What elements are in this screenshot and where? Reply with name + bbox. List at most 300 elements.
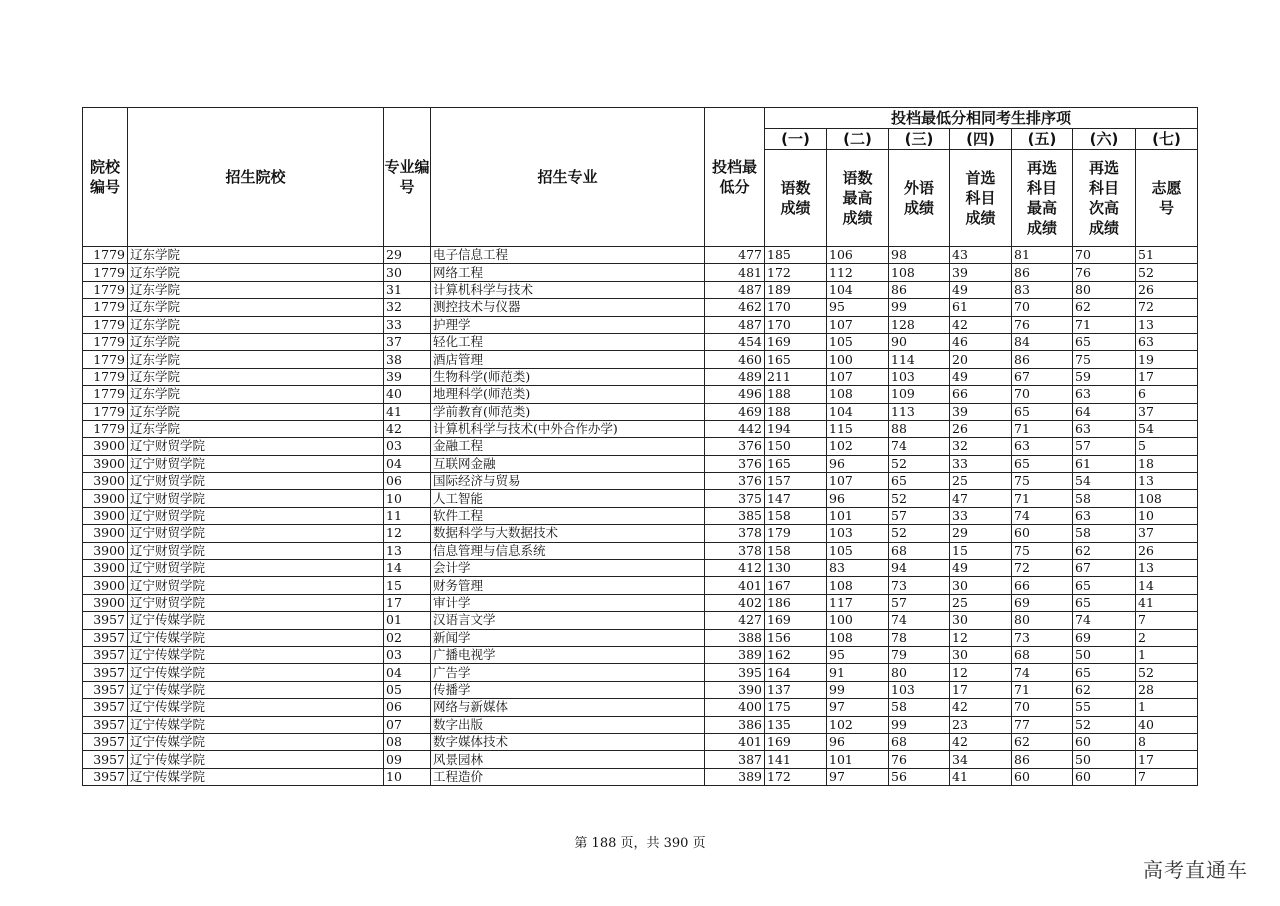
cell-chinese-math-max-score: 108 <box>827 577 889 594</box>
tie-break-index-header: (六) <box>1073 129 1136 150</box>
cell-major-name: 数据科学与大数据技术 <box>431 525 705 542</box>
cell-chinese-math-max-score: 100 <box>827 612 889 629</box>
cell-first-choice-subject-score: 20 <box>950 351 1012 368</box>
cell-major-name: 学前教育(师范类) <box>431 403 705 420</box>
cell-school-name: 辽东学院 <box>128 368 384 385</box>
cell-elective-second-score: 71 <box>1073 316 1136 333</box>
cell-major-code: 39 <box>384 368 431 385</box>
cell-elective-second-score: 55 <box>1073 699 1136 716</box>
cell-foreign-language-score: 99 <box>889 716 950 733</box>
cell-major-name: 金融工程 <box>431 438 705 455</box>
cell-school-name: 辽东学院 <box>128 264 384 281</box>
cell-school-code: 1779 <box>83 386 128 403</box>
cell-elective-max-score: 69 <box>1012 594 1073 611</box>
table-row <box>83 716 1198 733</box>
cell-major-name: 酒店管理 <box>431 351 705 368</box>
cell-elective-second-score: 67 <box>1073 560 1136 577</box>
cell-major-name: 广播电视学 <box>431 646 705 663</box>
cell-chinese-math-score: 147 <box>765 490 827 507</box>
cell-major-code: 09 <box>384 751 431 768</box>
cell-elective-second-score: 59 <box>1073 368 1136 385</box>
table-row <box>83 577 1198 594</box>
cell-school-name: 辽宁财贸学院 <box>128 594 384 611</box>
cell-elective-second-score: 65 <box>1073 664 1136 681</box>
cell-first-choice-subject-score: 42 <box>950 316 1012 333</box>
table-row <box>83 629 1198 646</box>
cell-major-name: 网络与新媒体 <box>431 699 705 716</box>
cell-first-choice-subject-score: 39 <box>950 403 1012 420</box>
cell-foreign-language-score: 52 <box>889 455 950 472</box>
cell-elective-second-score: 62 <box>1073 542 1136 559</box>
cell-elective-second-score: 62 <box>1073 299 1136 316</box>
table-row <box>83 681 1198 698</box>
cell-min-score: 477 <box>705 247 765 264</box>
cell-first-choice-subject-score: 49 <box>950 560 1012 577</box>
cell-major-name: 风景园林 <box>431 751 705 768</box>
cell-chinese-math-max-score: 101 <box>827 751 889 768</box>
cell-school-code: 3900 <box>83 455 128 472</box>
cell-chinese-math-score: 141 <box>765 751 827 768</box>
cell-min-score: 460 <box>705 351 765 368</box>
cell-elective-second-score: 69 <box>1073 629 1136 646</box>
cell-min-score: 401 <box>705 577 765 594</box>
cell-foreign-language-score: 79 <box>889 646 950 663</box>
cell-chinese-math-max-score: 106 <box>827 247 889 264</box>
cell-school-code: 3900 <box>83 542 128 559</box>
cell-chinese-math-max-score: 96 <box>827 490 889 507</box>
cell-elective-max-score: 65 <box>1012 455 1073 472</box>
cell-min-score: 442 <box>705 420 765 437</box>
cell-major-code: 13 <box>384 542 431 559</box>
cell-chinese-math-score: 188 <box>765 386 827 403</box>
cell-school-code: 1779 <box>83 316 128 333</box>
cell-preference-number: 18 <box>1136 455 1198 472</box>
cell-chinese-math-score: 188 <box>765 403 827 420</box>
cell-school-name: 辽宁传媒学院 <box>128 681 384 698</box>
cell-min-score: 376 <box>705 438 765 455</box>
cell-major-code: 03 <box>384 646 431 663</box>
cell-preference-number: 63 <box>1136 333 1198 350</box>
cell-elective-max-score: 71 <box>1012 681 1073 698</box>
cell-school-name: 辽东学院 <box>128 316 384 333</box>
cell-school-name: 辽宁财贸学院 <box>128 542 384 559</box>
cell-min-score: 378 <box>705 525 765 542</box>
table-row <box>83 351 1198 368</box>
cell-elective-second-score: 65 <box>1073 577 1136 594</box>
cell-school-name: 辽宁传媒学院 <box>128 751 384 768</box>
cell-preference-number: 13 <box>1136 316 1198 333</box>
cell-min-score: 375 <box>705 490 765 507</box>
cell-chinese-math-score: 157 <box>765 473 827 490</box>
cell-elective-max-score: 62 <box>1012 733 1073 750</box>
cell-major-code: 04 <box>384 455 431 472</box>
cell-school-code: 3900 <box>83 560 128 577</box>
cell-first-choice-subject-score: 29 <box>950 525 1012 542</box>
cell-min-score: 496 <box>705 386 765 403</box>
cell-school-code: 3957 <box>83 681 128 698</box>
cell-elective-second-score: 57 <box>1073 438 1136 455</box>
cell-elective-max-score: 80 <box>1012 612 1073 629</box>
cell-min-score: 387 <box>705 751 765 768</box>
cell-school-name: 辽宁财贸学院 <box>128 577 384 594</box>
cell-foreign-language-score: 76 <box>889 751 950 768</box>
cell-elective-max-score: 74 <box>1012 507 1073 524</box>
cell-chinese-math-score: 172 <box>765 768 827 785</box>
cell-school-name: 辽宁财贸学院 <box>128 560 384 577</box>
table-row <box>83 368 1198 385</box>
cell-elective-max-score: 86 <box>1012 264 1073 281</box>
cell-elective-max-score: 66 <box>1012 577 1073 594</box>
cell-school-code: 3957 <box>83 612 128 629</box>
cell-preference-number: 10 <box>1136 507 1198 524</box>
cell-preference-number: 7 <box>1136 612 1198 629</box>
cell-first-choice-subject-score: 43 <box>950 247 1012 264</box>
cell-preference-number: 13 <box>1136 473 1198 490</box>
cell-major-name: 计算机科学与技术(中外合作办学) <box>431 420 705 437</box>
cell-elective-max-score: 63 <box>1012 438 1073 455</box>
cell-elective-second-score: 65 <box>1073 594 1136 611</box>
cell-min-score: 402 <box>705 594 765 611</box>
tie-break-item-header: 语数成绩 <box>765 150 827 247</box>
cell-school-name: 辽宁传媒学院 <box>128 646 384 663</box>
cell-foreign-language-score: 99 <box>889 299 950 316</box>
cell-preference-number: 17 <box>1136 751 1198 768</box>
cell-foreign-language-score: 113 <box>889 403 950 420</box>
cell-first-choice-subject-score: 49 <box>950 368 1012 385</box>
cell-chinese-math-max-score: 105 <box>827 542 889 559</box>
cell-chinese-math-score: 194 <box>765 420 827 437</box>
cell-elective-max-score: 70 <box>1012 386 1073 403</box>
cell-first-choice-subject-score: 30 <box>950 612 1012 629</box>
cell-foreign-language-score: 57 <box>889 507 950 524</box>
cell-min-score: 395 <box>705 664 765 681</box>
cell-preference-number: 108 <box>1136 490 1198 507</box>
cell-chinese-math-max-score: 101 <box>827 507 889 524</box>
cell-elective-max-score: 75 <box>1012 542 1073 559</box>
cell-major-code: 08 <box>384 733 431 750</box>
cell-foreign-language-score: 73 <box>889 577 950 594</box>
table-row <box>83 768 1198 785</box>
cell-chinese-math-score: 165 <box>765 351 827 368</box>
cell-first-choice-subject-score: 61 <box>950 299 1012 316</box>
cell-preference-number: 37 <box>1136 525 1198 542</box>
cell-elective-max-score: 73 <box>1012 629 1073 646</box>
cell-school-name: 辽宁传媒学院 <box>128 768 384 785</box>
cell-elective-second-score: 76 <box>1073 264 1136 281</box>
cell-first-choice-subject-score: 25 <box>950 473 1012 490</box>
cell-elective-second-score: 50 <box>1073 646 1136 663</box>
cell-elective-max-score: 84 <box>1012 333 1073 350</box>
cell-school-code: 3957 <box>83 716 128 733</box>
cell-school-code: 3900 <box>83 594 128 611</box>
cell-elective-second-score: 63 <box>1073 420 1136 437</box>
cell-elective-second-score: 52 <box>1073 716 1136 733</box>
cell-foreign-language-score: 57 <box>889 594 950 611</box>
cell-first-choice-subject-score: 15 <box>950 542 1012 559</box>
tie-break-index-header: (一) <box>765 129 827 150</box>
cell-major-name: 互联网金融 <box>431 455 705 472</box>
cell-school-code: 3900 <box>83 438 128 455</box>
cell-elective-max-score: 60 <box>1012 768 1073 785</box>
cell-school-code: 3957 <box>83 629 128 646</box>
cell-foreign-language-score: 52 <box>889 525 950 542</box>
cell-foreign-language-score: 88 <box>889 420 950 437</box>
cell-preference-number: 13 <box>1136 560 1198 577</box>
cell-major-code: 06 <box>384 699 431 716</box>
cell-school-code: 3957 <box>83 699 128 716</box>
cell-first-choice-subject-score: 12 <box>950 629 1012 646</box>
cell-major-name: 人工智能 <box>431 490 705 507</box>
cell-chinese-math-score: 167 <box>765 577 827 594</box>
table-row <box>83 333 1198 350</box>
cell-chinese-math-score: 175 <box>765 699 827 716</box>
cell-school-name: 辽宁传媒学院 <box>128 699 384 716</box>
cell-chinese-math-score: 137 <box>765 681 827 698</box>
table-row <box>83 420 1198 437</box>
cell-major-code: 15 <box>384 577 431 594</box>
cell-chinese-math-max-score: 100 <box>827 351 889 368</box>
cell-school-name: 辽东学院 <box>128 351 384 368</box>
table-row <box>83 664 1198 681</box>
cell-foreign-language-score: 56 <box>889 768 950 785</box>
cell-elective-second-score: 50 <box>1073 751 1136 768</box>
cell-chinese-math-score: 164 <box>765 664 827 681</box>
cell-major-name: 国际经济与贸易 <box>431 473 705 490</box>
cell-school-name: 辽宁财贸学院 <box>128 438 384 455</box>
cell-chinese-math-score: 185 <box>765 247 827 264</box>
table-row <box>83 438 1198 455</box>
cell-chinese-math-max-score: 117 <box>827 594 889 611</box>
table-row <box>83 542 1198 559</box>
cell-school-name: 辽东学院 <box>128 420 384 437</box>
cell-chinese-math-max-score: 102 <box>827 716 889 733</box>
watermark-text: 高考直通车 <box>1143 858 1248 882</box>
table-row <box>83 751 1198 768</box>
cell-foreign-language-score: 109 <box>889 386 950 403</box>
table-row <box>83 403 1198 420</box>
cell-elective-max-score: 74 <box>1012 664 1073 681</box>
cell-school-code: 3900 <box>83 525 128 542</box>
cell-elective-second-score: 60 <box>1073 733 1136 750</box>
cell-chinese-math-score: 150 <box>765 438 827 455</box>
cell-preference-number: 1 <box>1136 699 1198 716</box>
cell-major-name: 信息管理与信息系统 <box>431 542 705 559</box>
cell-preference-number: 26 <box>1136 542 1198 559</box>
cell-elective-max-score: 68 <box>1012 646 1073 663</box>
table-row <box>83 525 1198 542</box>
cell-foreign-language-score: 74 <box>889 612 950 629</box>
cell-elective-max-score: 76 <box>1012 316 1073 333</box>
table-row <box>83 507 1198 524</box>
cell-preference-number: 41 <box>1136 594 1198 611</box>
cell-elective-second-score: 80 <box>1073 281 1136 298</box>
cell-first-choice-subject-score: 33 <box>950 455 1012 472</box>
cell-first-choice-subject-score: 30 <box>950 577 1012 594</box>
cell-school-name: 辽宁财贸学院 <box>128 473 384 490</box>
cell-preference-number: 2 <box>1136 629 1198 646</box>
cell-major-code: 10 <box>384 768 431 785</box>
cell-chinese-math-score: 170 <box>765 299 827 316</box>
cell-first-choice-subject-score: 49 <box>950 281 1012 298</box>
table-header <box>83 108 1198 247</box>
cell-preference-number: 26 <box>1136 281 1198 298</box>
cell-first-choice-subject-score: 30 <box>950 646 1012 663</box>
cell-major-code: 37 <box>384 333 431 350</box>
cell-foreign-language-score: 114 <box>889 351 950 368</box>
cell-preference-number: 8 <box>1136 733 1198 750</box>
cell-school-code: 1779 <box>83 264 128 281</box>
cell-first-choice-subject-score: 39 <box>950 264 1012 281</box>
cell-major-name: 传播学 <box>431 681 705 698</box>
cell-first-choice-subject-score: 25 <box>950 594 1012 611</box>
admission-score-table <box>82 107 1198 786</box>
tie-break-index-header: (三) <box>889 129 950 150</box>
cell-elective-max-score: 86 <box>1012 351 1073 368</box>
cell-foreign-language-score: 65 <box>889 473 950 490</box>
cell-school-code: 3957 <box>83 733 128 750</box>
cell-elective-second-score: 75 <box>1073 351 1136 368</box>
cell-min-score: 385 <box>705 507 765 524</box>
cell-preference-number: 17 <box>1136 368 1198 385</box>
cell-foreign-language-score: 108 <box>889 264 950 281</box>
cell-school-code: 1779 <box>83 368 128 385</box>
cell-major-name: 汉语言文学 <box>431 612 705 629</box>
cell-school-code: 3900 <box>83 473 128 490</box>
cell-min-score: 487 <box>705 281 765 298</box>
cell-preference-number: 54 <box>1136 420 1198 437</box>
cell-foreign-language-score: 52 <box>889 490 950 507</box>
cell-elective-max-score: 83 <box>1012 281 1073 298</box>
cell-chinese-math-max-score: 104 <box>827 281 889 298</box>
cell-major-code: 42 <box>384 420 431 437</box>
cell-foreign-language-score: 86 <box>889 281 950 298</box>
cell-major-code: 01 <box>384 612 431 629</box>
cell-chinese-math-max-score: 108 <box>827 386 889 403</box>
cell-chinese-math-score: 169 <box>765 612 827 629</box>
table-row <box>83 490 1198 507</box>
header-school-name: 招生院校 <box>128 108 384 247</box>
cell-major-code: 11 <box>384 507 431 524</box>
cell-elective-max-score: 71 <box>1012 420 1073 437</box>
cell-school-code: 1779 <box>83 403 128 420</box>
cell-chinese-math-score: 156 <box>765 629 827 646</box>
cell-chinese-math-max-score: 96 <box>827 455 889 472</box>
cell-first-choice-subject-score: 46 <box>950 333 1012 350</box>
cell-elective-max-score: 65 <box>1012 403 1073 420</box>
cell-school-code: 3957 <box>83 646 128 663</box>
cell-chinese-math-score: 158 <box>765 507 827 524</box>
cell-elective-second-score: 65 <box>1073 333 1136 350</box>
cell-first-choice-subject-score: 41 <box>950 768 1012 785</box>
cell-first-choice-subject-score: 26 <box>950 420 1012 437</box>
cell-school-name: 辽东学院 <box>128 403 384 420</box>
cell-min-score: 401 <box>705 733 765 750</box>
cell-school-name: 辽东学院 <box>128 299 384 316</box>
cell-major-name: 数字出版 <box>431 716 705 733</box>
cell-elective-max-score: 70 <box>1012 299 1073 316</box>
cell-preference-number: 52 <box>1136 264 1198 281</box>
cell-major-name: 轻化工程 <box>431 333 705 350</box>
cell-school-code: 1779 <box>83 281 128 298</box>
cell-preference-number: 14 <box>1136 577 1198 594</box>
cell-chinese-math-score: 165 <box>765 455 827 472</box>
cell-elective-max-score: 60 <box>1012 525 1073 542</box>
cell-chinese-math-max-score: 107 <box>827 473 889 490</box>
cell-major-name: 新闻学 <box>431 629 705 646</box>
cell-chinese-math-max-score: 95 <box>827 646 889 663</box>
cell-elective-second-score: 64 <box>1073 403 1136 420</box>
cell-chinese-math-max-score: 115 <box>827 420 889 437</box>
cell-preference-number: 5 <box>1136 438 1198 455</box>
cell-first-choice-subject-score: 66 <box>950 386 1012 403</box>
table-row <box>83 299 1198 316</box>
cell-chinese-math-max-score: 97 <box>827 768 889 785</box>
cell-preference-number: 40 <box>1136 716 1198 733</box>
cell-elective-second-score: 62 <box>1073 681 1136 698</box>
cell-school-name: 辽宁传媒学院 <box>128 733 384 750</box>
cell-elective-max-score: 67 <box>1012 368 1073 385</box>
cell-major-code: 04 <box>384 664 431 681</box>
cell-major-name: 电子信息工程 <box>431 247 705 264</box>
cell-school-code: 3957 <box>83 664 128 681</box>
tie-break-item-header: 语数最高成绩 <box>827 150 889 247</box>
cell-min-score: 469 <box>705 403 765 420</box>
cell-foreign-language-score: 74 <box>889 438 950 455</box>
cell-major-code: 07 <box>384 716 431 733</box>
cell-elective-max-score: 72 <box>1012 560 1073 577</box>
cell-min-score: 400 <box>705 699 765 716</box>
cell-min-score: 487 <box>705 316 765 333</box>
cell-elective-second-score: 61 <box>1073 455 1136 472</box>
cell-foreign-language-score: 80 <box>889 664 950 681</box>
cell-chinese-math-max-score: 112 <box>827 264 889 281</box>
cell-elective-second-score: 63 <box>1073 386 1136 403</box>
cell-preference-number: 37 <box>1136 403 1198 420</box>
page-number: 第 188 页，共 390 页 <box>574 836 706 851</box>
tie-break-index-header: (五) <box>1012 129 1073 150</box>
cell-preference-number: 52 <box>1136 664 1198 681</box>
cell-chinese-math-max-score: 97 <box>827 699 889 716</box>
cell-chinese-math-score: 162 <box>765 646 827 663</box>
tie-break-item-header: 外语成绩 <box>889 150 950 247</box>
cell-min-score: 378 <box>705 542 765 559</box>
cell-major-name: 生物科学(师范类) <box>431 368 705 385</box>
table-row <box>83 612 1198 629</box>
cell-foreign-language-score: 78 <box>889 629 950 646</box>
cell-chinese-math-score: 169 <box>765 333 827 350</box>
cell-elective-second-score: 74 <box>1073 612 1136 629</box>
cell-major-name: 测控技术与仪器 <box>431 299 705 316</box>
table-row <box>83 733 1198 750</box>
cell-school-name: 辽宁财贸学院 <box>128 455 384 472</box>
cell-chinese-math-score: 186 <box>765 594 827 611</box>
table-row <box>83 386 1198 403</box>
cell-chinese-math-score: 170 <box>765 316 827 333</box>
table-row <box>83 699 1198 716</box>
table-body <box>83 247 1198 786</box>
cell-major-code: 32 <box>384 299 431 316</box>
cell-chinese-math-score: 169 <box>765 733 827 750</box>
cell-first-choice-subject-score: 42 <box>950 699 1012 716</box>
cell-school-name: 辽宁传媒学院 <box>128 612 384 629</box>
cell-elective-max-score: 71 <box>1012 490 1073 507</box>
cell-major-code: 10 <box>384 490 431 507</box>
cell-min-score: 427 <box>705 612 765 629</box>
cell-school-code: 3957 <box>83 768 128 785</box>
cell-school-name: 辽宁传媒学院 <box>128 716 384 733</box>
header-major-name: 招生专业 <box>431 108 705 247</box>
cell-elective-max-score: 75 <box>1012 473 1073 490</box>
